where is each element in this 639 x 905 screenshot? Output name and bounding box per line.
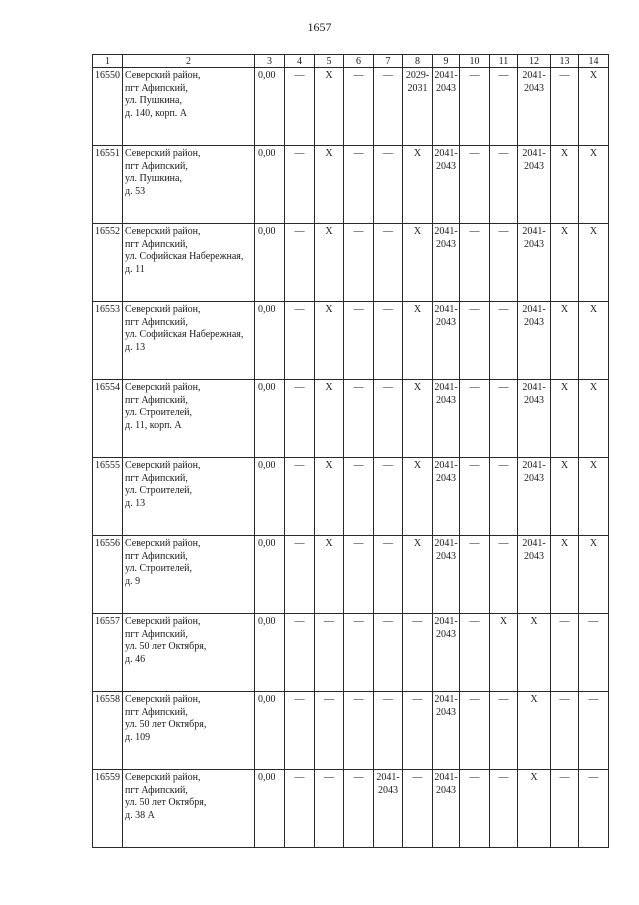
address-cell: Северский район, пгт Афипский, ул. Софийская Набережная, д. 13	[123, 302, 255, 380]
value-cell-c4: —	[285, 614, 315, 692]
table-row	[93, 458, 609, 536]
row-number: 16555	[93, 458, 123, 536]
value-cell-c11: —	[490, 224, 518, 302]
value-cell-c13: —	[551, 614, 579, 692]
value-cell-c3: 0,00	[255, 302, 285, 380]
column-number-row	[93, 55, 609, 68]
value-cell-c10: —	[460, 68, 490, 146]
value-cell-c9: 2041- 2043	[433, 68, 460, 146]
address-cell: Северский район, пгт Афипский, ул. Софийская Набережная, д. 11	[123, 224, 255, 302]
value-cell-c10: —	[460, 380, 490, 458]
value-cell-c10: —	[460, 146, 490, 224]
value-cell-c5: Х	[315, 380, 344, 458]
value-cell-c14: —	[579, 770, 609, 848]
value-cell-c7: —	[374, 146, 403, 224]
value-cell-c11: —	[490, 380, 518, 458]
value-cell-c3: 0,00	[255, 68, 285, 146]
value-cell-c7: —	[374, 302, 403, 380]
address-cell: Северский район, пгт Афипский, ул. 50 лет Октября, д. 38 А	[123, 770, 255, 848]
value-cell-c11: —	[490, 302, 518, 380]
column-number: 12	[518, 55, 551, 68]
value-cell-c8: Х	[403, 146, 433, 224]
value-cell-c7: —	[374, 380, 403, 458]
value-cell-c5: Х	[315, 68, 344, 146]
value-cell-c4: —	[285, 770, 315, 848]
value-cell-c4: —	[285, 458, 315, 536]
column-number: 2	[123, 55, 255, 68]
value-cell-c11: Х	[490, 614, 518, 692]
value-cell-c14: Х	[579, 458, 609, 536]
row-number: 16550	[93, 68, 123, 146]
value-cell-c6: —	[344, 614, 374, 692]
value-cell-c12: 2041- 2043	[518, 146, 551, 224]
value-cell-c6: —	[344, 146, 374, 224]
value-cell-c14: Х	[579, 536, 609, 614]
value-cell-c8: Х	[403, 536, 433, 614]
value-cell-c14: Х	[579, 224, 609, 302]
column-number: 3	[255, 55, 285, 68]
value-cell-c9: 2041- 2043	[433, 302, 460, 380]
value-cell-c10: —	[460, 302, 490, 380]
value-cell-c14: —	[579, 692, 609, 770]
value-cell-c10: —	[460, 458, 490, 536]
address-cell: Северский район, пгт Афипский, ул. 50 лет Октября, д. 109	[123, 692, 255, 770]
value-cell-c4: —	[285, 380, 315, 458]
value-cell-c13: Х	[551, 458, 579, 536]
value-cell-c13: —	[551, 770, 579, 848]
table-row	[93, 302, 609, 380]
value-cell-c8: Х	[403, 302, 433, 380]
value-cell-c8: —	[403, 614, 433, 692]
value-cell-c4: —	[285, 302, 315, 380]
value-cell-c9: 2041- 2043	[433, 458, 460, 536]
value-cell-c6: —	[344, 692, 374, 770]
value-cell-c8: 2029- 2031	[403, 68, 433, 146]
table-body	[93, 55, 609, 848]
value-cell-c10: —	[460, 770, 490, 848]
value-cell-c8: Х	[403, 224, 433, 302]
value-cell-c3: 0,00	[255, 224, 285, 302]
value-cell-c11: —	[490, 692, 518, 770]
value-cell-c9: 2041- 2043	[433, 536, 460, 614]
value-cell-c4: —	[285, 146, 315, 224]
value-cell-c12: Х	[518, 692, 551, 770]
value-cell-c13: —	[551, 68, 579, 146]
table-row	[93, 68, 609, 146]
value-cell-c10: —	[460, 692, 490, 770]
value-cell-c8: —	[403, 692, 433, 770]
value-cell-c14: Х	[579, 146, 609, 224]
value-cell-c5: —	[315, 692, 344, 770]
value-cell-c4: —	[285, 536, 315, 614]
value-cell-c3: 0,00	[255, 458, 285, 536]
column-number: 11	[490, 55, 518, 68]
value-cell-c4: —	[285, 692, 315, 770]
column-number: 6	[344, 55, 374, 68]
column-number: 5	[315, 55, 344, 68]
value-cell-c5: —	[315, 770, 344, 848]
value-cell-c9: 2041- 2043	[433, 380, 460, 458]
value-cell-c7: —	[374, 224, 403, 302]
column-number: 14	[579, 55, 609, 68]
value-cell-c6: —	[344, 68, 374, 146]
value-cell-c12: Х	[518, 614, 551, 692]
value-cell-c10: —	[460, 614, 490, 692]
value-cell-c7: 2041- 2043	[374, 770, 403, 848]
row-number: 16559	[93, 770, 123, 848]
value-cell-c13: Х	[551, 536, 579, 614]
value-cell-c6: —	[344, 380, 374, 458]
value-cell-c7: —	[374, 536, 403, 614]
value-cell-c8: Х	[403, 458, 433, 536]
table-row	[93, 536, 609, 614]
column-number: 1	[93, 55, 123, 68]
address-cell: Северский район, пгт Афипский, ул. Строителей, д. 9	[123, 536, 255, 614]
table-row	[93, 224, 609, 302]
value-cell-c9: 2041- 2043	[433, 224, 460, 302]
row-number: 16551	[93, 146, 123, 224]
value-cell-c12: Х	[518, 770, 551, 848]
value-cell-c3: 0,00	[255, 380, 285, 458]
value-cell-c5: Х	[315, 224, 344, 302]
value-cell-c5: —	[315, 614, 344, 692]
page-number: 1657	[307, 20, 332, 34]
value-cell-c4: —	[285, 68, 315, 146]
column-number: 9	[433, 55, 460, 68]
address-cell: Северский район, пгт Афипский, ул. Пушкина, д. 53	[123, 146, 255, 224]
address-cell: Северский район, пгт Афипский, ул. Пушкина, д. 140, корп. А	[123, 68, 255, 146]
value-cell-c13: Х	[551, 224, 579, 302]
value-cell-c8: Х	[403, 380, 433, 458]
value-cell-c5: Х	[315, 536, 344, 614]
value-cell-c5: Х	[315, 302, 344, 380]
value-cell-c13: Х	[551, 302, 579, 380]
value-cell-c3: 0,00	[255, 536, 285, 614]
value-cell-c9: 2041- 2043	[433, 146, 460, 224]
value-cell-c11: —	[490, 770, 518, 848]
table-row	[93, 146, 609, 224]
value-cell-c12: 2041- 2043	[518, 68, 551, 146]
value-cell-c11: —	[490, 68, 518, 146]
value-cell-c13: Х	[551, 380, 579, 458]
row-number: 16554	[93, 380, 123, 458]
value-cell-c3: 0,00	[255, 146, 285, 224]
table-row	[93, 770, 609, 848]
value-cell-c7: —	[374, 614, 403, 692]
value-cell-c14: Х	[579, 68, 609, 146]
address-cell: Северский район, пгт Афипский, ул. 50 лет Октября, д. 46	[123, 614, 255, 692]
value-cell-c6: —	[344, 302, 374, 380]
value-cell-c12: 2041- 2043	[518, 458, 551, 536]
value-cell-c12: 2041- 2043	[518, 224, 551, 302]
value-cell-c11: —	[490, 536, 518, 614]
value-cell-c13: —	[551, 692, 579, 770]
address-cell: Северский район, пгт Афипский, ул. Строителей, д. 11, корп. А	[123, 380, 255, 458]
table-row	[93, 614, 609, 692]
value-cell-c6: —	[344, 770, 374, 848]
value-cell-c7: —	[374, 68, 403, 146]
table-row	[93, 380, 609, 458]
column-number: 13	[551, 55, 579, 68]
value-cell-c3: 0,00	[255, 614, 285, 692]
row-number: 16558	[93, 692, 123, 770]
value-cell-c5: Х	[315, 458, 344, 536]
address-cell: Северский район, пгт Афипский, ул. Строителей, д. 13	[123, 458, 255, 536]
value-cell-c8: —	[403, 770, 433, 848]
value-cell-c14: Х	[579, 302, 609, 380]
column-number: 4	[285, 55, 315, 68]
value-cell-c10: —	[460, 536, 490, 614]
value-cell-c14: Х	[579, 380, 609, 458]
column-number: 8	[403, 55, 433, 68]
value-cell-c9: 2041- 2043	[433, 692, 460, 770]
value-cell-c9: 2041- 2043	[433, 614, 460, 692]
value-cell-c3: 0,00	[255, 692, 285, 770]
registry-table	[92, 54, 609, 848]
value-cell-c9: 2041- 2043	[433, 770, 460, 848]
value-cell-c10: —	[460, 224, 490, 302]
table-row	[93, 692, 609, 770]
row-number: 16557	[93, 614, 123, 692]
column-number: 10	[460, 55, 490, 68]
value-cell-c12: 2041- 2043	[518, 380, 551, 458]
value-cell-c12: 2041- 2043	[518, 536, 551, 614]
value-cell-c11: —	[490, 146, 518, 224]
value-cell-c6: —	[344, 536, 374, 614]
value-cell-c3: 0,00	[255, 770, 285, 848]
value-cell-c11: —	[490, 458, 518, 536]
column-number: 7	[374, 55, 403, 68]
value-cell-c6: —	[344, 458, 374, 536]
value-cell-c5: Х	[315, 146, 344, 224]
value-cell-c7: —	[374, 692, 403, 770]
value-cell-c4: —	[285, 224, 315, 302]
row-number: 16553	[93, 302, 123, 380]
value-cell-c14: —	[579, 614, 609, 692]
value-cell-c13: Х	[551, 146, 579, 224]
value-cell-c6: —	[344, 224, 374, 302]
value-cell-c12: 2041- 2043	[518, 302, 551, 380]
value-cell-c7: —	[374, 458, 403, 536]
row-number: 16552	[93, 224, 123, 302]
row-number: 16556	[93, 536, 123, 614]
